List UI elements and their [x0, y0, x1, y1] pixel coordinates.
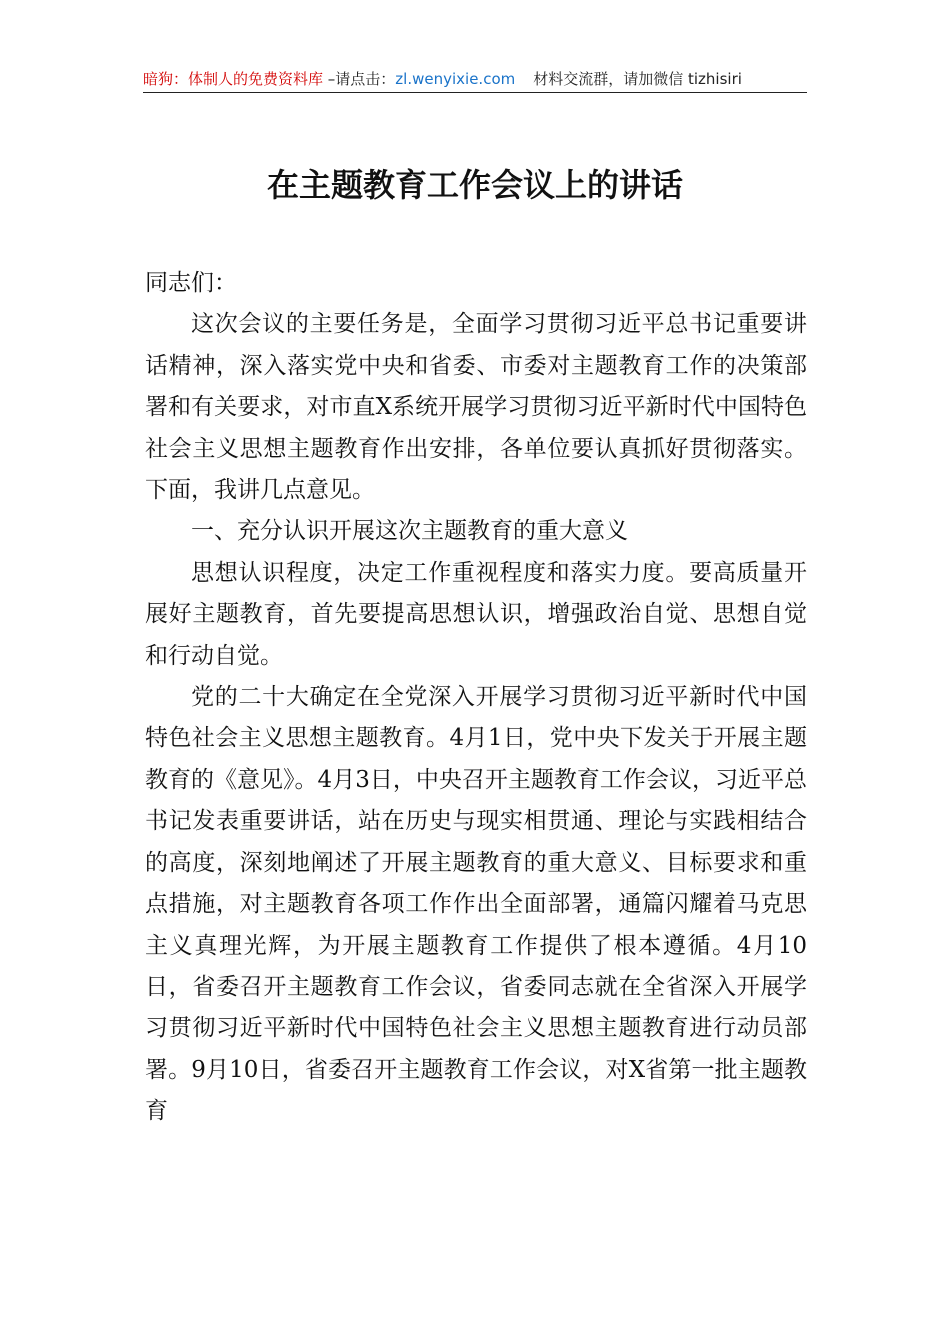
- paragraph: 这次会议的主要任务是，全面学习贯彻习近平总书记重要讲话精神，深入落实党中央和省委、市委对主题教育工作的决策部署和有关要求，对市直X系统开展学习贯彻习近平新时代中国特色社会主义思想主题教育作出安排，各单位要认真抓好贯彻落实。下面，我讲几点意见。: [145, 311, 807, 504]
- paragraph: 党的二十大确定在全党深入开展学习贯彻习近平新时代中国特色社会主义思想主题教育。4月1日，党中央下发关于开展主题教育的《意见》。4月3日，中央召开主题教育工作会议，习近平总书记发表重要讲话，站在历史与现实相贯通、理论与实践相结合的高度，深刻地阐述了开展主题教育的重大意义、目标要求和重点措施，对主题教育各项工作作出全面部署，通篇闪耀着马克思主义真理光辉，为开展主题教育工作提供了根本遵循。4月10日，省委召开主题教育工作会议，省委同志就在全省深入开展学习贯彻习近平新时代中国特色社会主义思想主题教育进行动员部署。9月10日，省委召开主题教育工作会议，对X省第一批主题教育: [145, 684, 807, 1125]
- header-group-note: 材料交流群，请加微信 tizhisiri: [533, 70, 742, 88]
- page-header: [143, 66, 807, 93]
- header-link[interactable]: zl.wenyixie.com: [395, 70, 516, 88]
- paragraph: 思想认识程度，决定工作重视程度和落实力度。要高质量开展好主题教育，首先要提高思想认识，增强政治自觉、思想自觉和行动自觉。: [145, 559, 807, 669]
- header-brand: 暗狗：体制人的免费资料库: [143, 70, 324, 88]
- document-body: [145, 263, 807, 1133]
- section-heading: 一、充分认识开展这次主题教育的重大意义: [191, 518, 628, 545]
- header-tip: –请点击：: [323, 70, 396, 88]
- salutation: 同志们：: [145, 270, 237, 296]
- document-title: 在主题教育工作会议上的讲话: [266, 166, 683, 204]
